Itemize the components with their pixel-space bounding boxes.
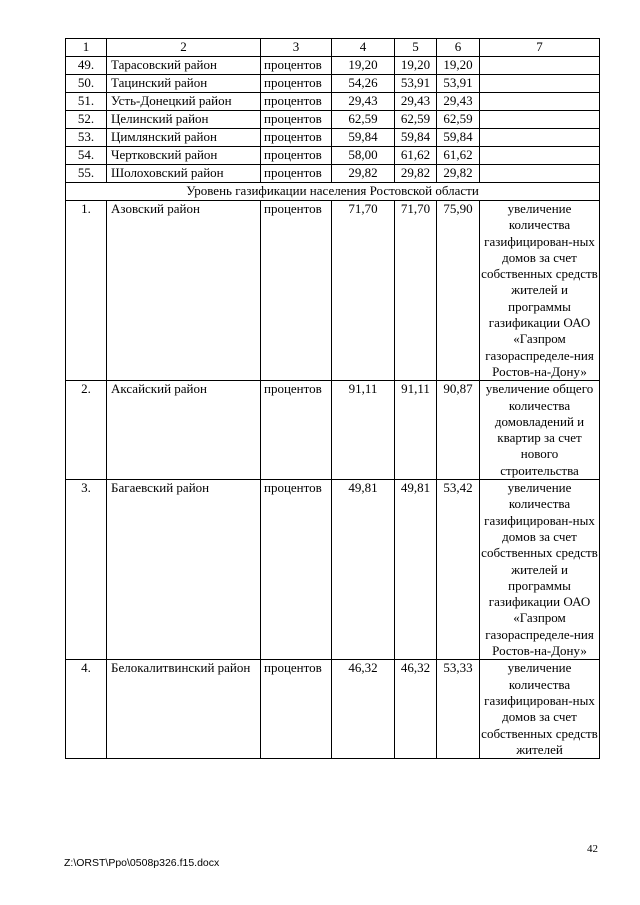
header-cell: 6 [437,39,480,57]
table-cell: 4. [66,660,107,759]
table-cell: 59,84 [332,129,395,147]
table-cell: Шолоховский район [107,165,261,183]
table-cell [480,111,600,129]
table-row [66,480,600,660]
table-cell: 61,62 [437,147,480,165]
table-cell: Усть-Донецкий район [107,93,261,111]
table-cell: 61,62 [395,147,437,165]
table-cell: 49. [66,57,107,75]
table-cell: процентов [261,129,332,147]
table-cell: Цимлянский район [107,129,261,147]
table-cell [480,57,600,75]
section-row [66,183,600,201]
table-cell: 51. [66,93,107,111]
data-table [65,38,600,759]
table-row [66,75,600,93]
table-cell: 19,20 [395,57,437,75]
table-header-row [66,39,600,57]
table-cell: 62,59 [332,111,395,129]
table-cell: 75,90 [437,201,480,381]
table-cell: процентов [261,480,332,660]
table-cell: 90,87 [437,381,480,480]
table-cell: 59,84 [437,129,480,147]
table-cell: Целинский район [107,111,261,129]
table-cell: 46,32 [395,660,437,759]
table-cell: 55. [66,165,107,183]
table-row [66,111,600,129]
table-cell: Азовский район [107,201,261,381]
table-cell: процентов [261,57,332,75]
table-cell: увеличение количества газифицирован-ных домов за счет собственных средств жителей и программы газификации ОАО «Газпром газораспределе-ния Ростов-на-Дону» [481,201,598,379]
table-cell: 19,20 [332,57,395,75]
table-cell: 53,91 [437,75,480,93]
table-cell: увеличение общего количества домовладений и квартир за счет нового строительства [480,381,600,480]
header-cell: 4 [332,39,395,57]
table-cell: 53,91 [395,75,437,93]
table-cell: процентов [261,111,332,129]
table-cell: 29,43 [395,93,437,111]
table-cell: Аксайский район [107,381,261,480]
header-cell: 5 [395,39,437,57]
table-cell: Тацинский район [107,75,261,93]
table-cell: 49,81 [332,480,395,660]
table-cell: 58,00 [332,147,395,165]
table-row [66,147,600,165]
table-cell [480,165,600,183]
table-cell: Чертковский район [107,147,261,165]
table-cell: 71,70 [332,201,395,381]
table-cell: 53. [66,129,107,147]
table-cell: 91,11 [395,381,437,480]
table-cell: 54. [66,147,107,165]
table-row [66,660,600,759]
table-row [66,93,600,111]
table-cell: 1. [66,201,107,381]
table-cell: 19,20 [437,57,480,75]
table-cell: 3. [66,480,107,660]
table-cell: Багаевский район [107,480,261,660]
header-cell: 7 [480,39,600,57]
table-cell: 2. [66,381,107,480]
table-cell: процентов [261,93,332,111]
table-row [66,381,600,480]
table-row [66,165,600,183]
table-cell: 59,84 [395,129,437,147]
table-cell: процентов [261,660,332,759]
table-cell: 91,11 [332,381,395,480]
table-cell: 54,26 [332,75,395,93]
table-cell [480,75,600,93]
table-cell: 71,70 [395,201,437,381]
table-row [66,201,600,381]
table-cell: увеличение количества газифицирован-ных домов за счет собственных средств жителей и программы газификации ОАО «Газпром газораспределе-ния Ростов-на-Дону» [481,480,598,659]
table-cell: 29,43 [437,93,480,111]
header-cell: 2 [107,39,261,57]
page-number: 42 [587,843,598,855]
table-cell: 46,32 [332,660,395,759]
table-cell: процентов [261,147,332,165]
header-cell: 3 [261,39,332,57]
table-cell: 53,42 [437,480,480,660]
table-row [66,57,600,75]
table-cell: 62,59 [437,111,480,129]
table-cell: 29,82 [395,165,437,183]
table-cell: Белокалитвинский район [107,660,261,759]
table-cell: увеличение количества газифицирован-ных домов за счет собственных средств жителей [481,660,598,757]
table-cell: 29,43 [332,93,395,111]
table-cell [480,129,600,147]
table-cell: 29,82 [332,165,395,183]
table-cell: 52. [66,111,107,129]
table-cell: процентов [261,381,332,480]
table-cell: 50. [66,75,107,93]
table-cell [480,93,600,111]
table-cell [480,147,600,165]
table-cell: процентов [261,201,332,381]
header-cell: 1 [66,39,107,57]
table-cell: 53,33 [437,660,480,759]
table-cell: 29,82 [437,165,480,183]
section-title: Уровень газификации населения Ростовской области [66,183,600,201]
table-cell: процентов [261,75,332,93]
table-cell: процентов [261,165,332,183]
table-cell: 62,59 [395,111,437,129]
table-cell: Тарасовский район [107,57,261,75]
table-cell: 49,81 [395,480,437,660]
file-path: Z:\ORST\Ppo\0508p326.f15.docx [64,857,220,869]
table-row [66,129,600,147]
